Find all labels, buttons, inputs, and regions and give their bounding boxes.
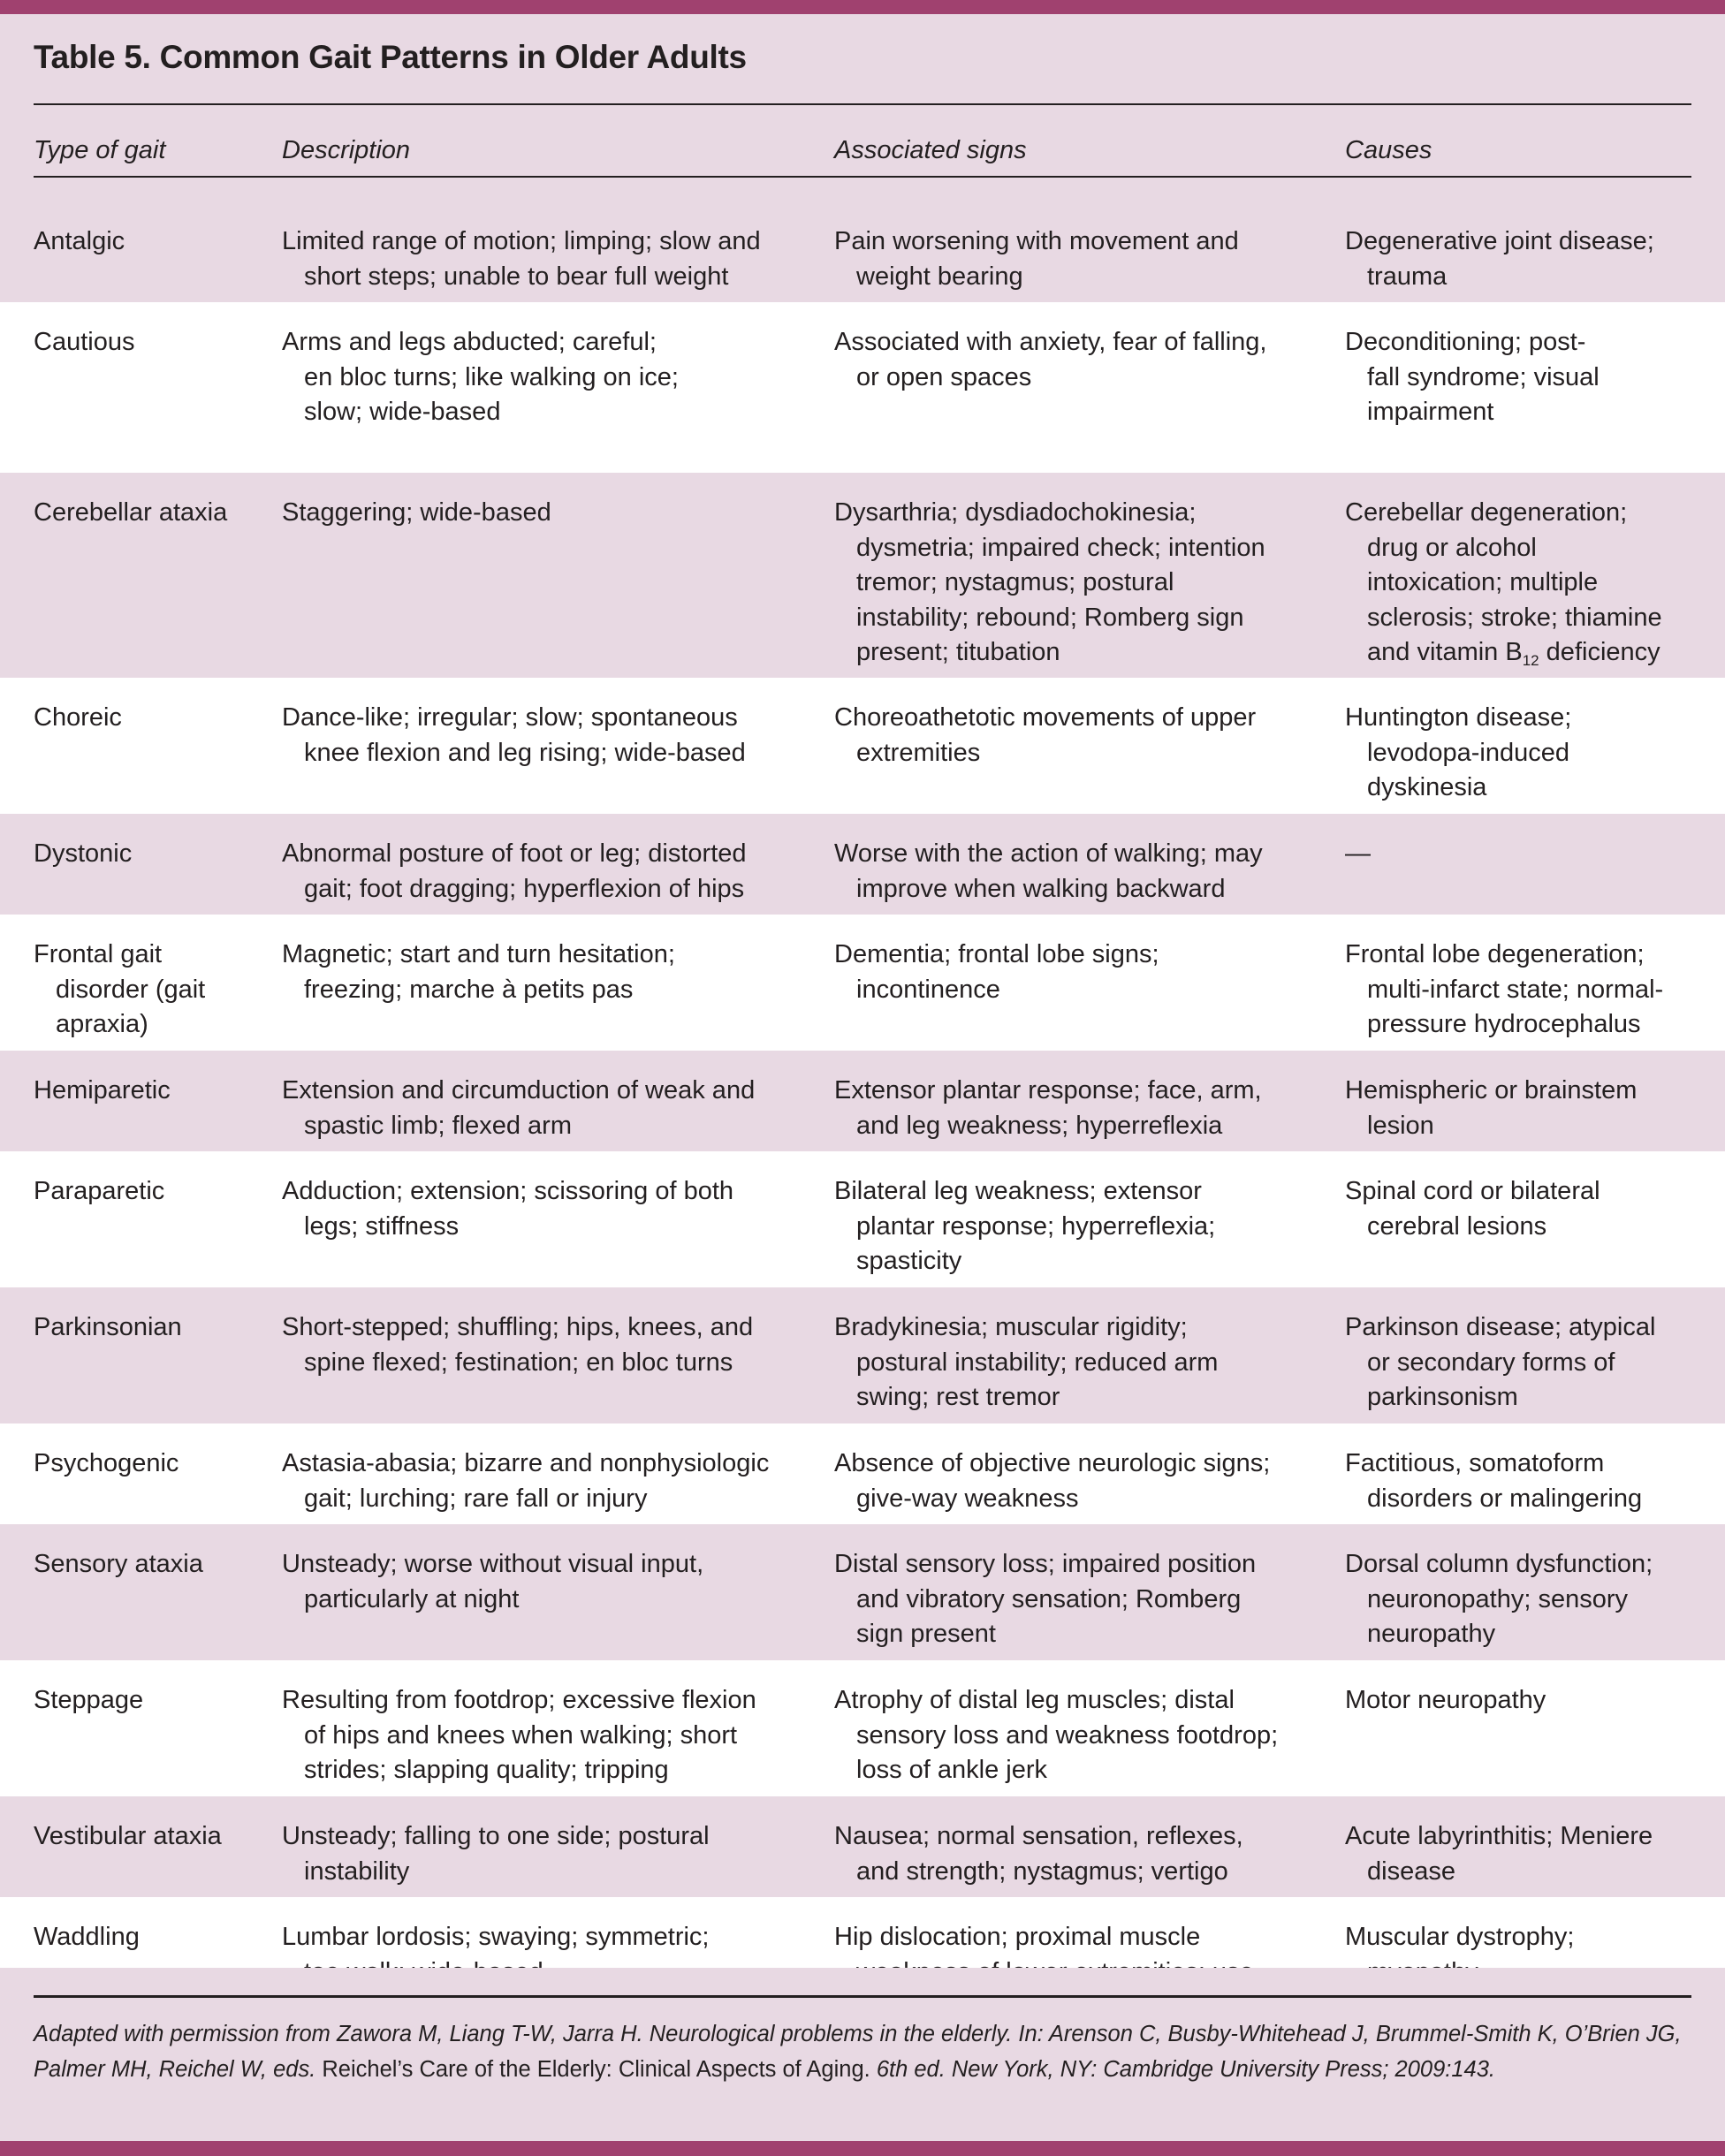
footnote-book-title: Reichel’s Care of the Elderly: Clinical Aspects of Aging. bbox=[322, 2056, 870, 2082]
cell-signs bbox=[834, 938, 1338, 1007]
cell-line: Dysarthria; dysdiadochokinesia; bbox=[834, 498, 1197, 527]
cell-line: Cerebellar ataxia bbox=[34, 498, 228, 527]
cell-line: Steppage bbox=[34, 1686, 144, 1714]
cell-line: levodopa-induced bbox=[1367, 738, 1569, 767]
cell-signs bbox=[834, 1174, 1338, 1279]
cell-line: spine flexed; festination; en bloc turns bbox=[304, 1348, 733, 1377]
cell-causes bbox=[1345, 1819, 1716, 1889]
footnote-publication: 6th ed. New York, NY: Cambridge University Press; 2009:143. bbox=[870, 2056, 1495, 2082]
cell-description bbox=[282, 1547, 825, 1617]
cell-description bbox=[282, 1446, 825, 1516]
cell-description bbox=[282, 496, 825, 531]
column-header-type: Type of gait bbox=[34, 136, 166, 164]
cell-line: Psychogenic bbox=[34, 1449, 179, 1477]
cell-line: Cerebellar degeneration; bbox=[1345, 498, 1628, 527]
table-row bbox=[0, 1423, 1725, 1524]
cell-line: Absence of objective neurologic signs; bbox=[834, 1449, 1271, 1477]
cell-description bbox=[282, 325, 825, 430]
cell-line: parkinsonism bbox=[1367, 1383, 1518, 1411]
cell-line: particularly at night bbox=[304, 1584, 520, 1613]
cell-line: and strength; nystagmus; vertigo bbox=[856, 1856, 1228, 1886]
cell-line: Lumbar lordosis; swaying; symmetric; bbox=[282, 1923, 710, 1951]
cell-type bbox=[34, 325, 272, 361]
cell-description bbox=[282, 701, 825, 771]
cell-signs bbox=[834, 1819, 1338, 1889]
cell-causes bbox=[1345, 701, 1716, 806]
cell-line: spastic limb; flexed arm bbox=[304, 1111, 572, 1140]
cell-line: Antalgic bbox=[34, 227, 125, 255]
cell-line: disorders or malingering bbox=[1367, 1484, 1643, 1513]
table-row bbox=[0, 302, 1725, 473]
table-row bbox=[0, 473, 1725, 678]
cell-line: disorder (gait bbox=[56, 975, 206, 1004]
table-row bbox=[0, 1796, 1725, 1897]
cell-line-tail: deficiency bbox=[1539, 638, 1660, 666]
cell-line: Degenerative joint disease; bbox=[1345, 227, 1654, 255]
cell-signs bbox=[834, 1547, 1338, 1652]
cell-line: and vitamin $B_{12}$ deficiency bbox=[1367, 638, 1660, 669]
cell-line: Unsteady; worse without visual input, bbox=[282, 1550, 704, 1578]
cell-line: gait; foot dragging; hyperflexion of hips bbox=[304, 874, 745, 903]
cell-type bbox=[34, 1310, 272, 1346]
cell-type bbox=[34, 1683, 272, 1719]
cell-type bbox=[34, 1174, 272, 1210]
cell-description bbox=[282, 1310, 825, 1380]
cell-line: tremor; nystagmus; postural bbox=[856, 568, 1174, 596]
cell-line: drug or alcohol bbox=[1367, 533, 1537, 562]
cell-line: and leg weakness; hyperreflexia bbox=[856, 1111, 1223, 1140]
cell-line: Arms and legs abducted; careful; bbox=[282, 328, 657, 356]
cell-line: Bilateral leg weakness; extensor bbox=[834, 1177, 1202, 1205]
cell-line: Short-stepped; shuffling; hips, knees, and bbox=[282, 1313, 754, 1341]
cell-signs bbox=[834, 1683, 1338, 1788]
cell-line: Distal sensory loss; impaired position bbox=[834, 1550, 1257, 1578]
cell-description bbox=[282, 837, 825, 907]
cell-line: impairment bbox=[1367, 398, 1494, 426]
cell-line: sclerosis; stroke; thiamine bbox=[1367, 603, 1662, 632]
cell-type bbox=[34, 496, 272, 531]
cell-line: Spinal cord or bilateral bbox=[1345, 1177, 1600, 1205]
cell-line: Unsteady; falling to one side; postural bbox=[282, 1822, 710, 1850]
cell-line: Magnetic; start and turn hesitation; bbox=[282, 940, 675, 968]
cell-description bbox=[282, 938, 825, 1007]
cell-line: Choreoathetotic movements of upper bbox=[834, 703, 1257, 732]
cell-signs bbox=[834, 325, 1338, 395]
cell-description bbox=[282, 1819, 825, 1889]
table-row bbox=[0, 814, 1725, 915]
cell-line: Huntington disease; bbox=[1345, 703, 1572, 732]
cell-type bbox=[34, 1819, 272, 1855]
cell-description bbox=[282, 1074, 825, 1143]
cell-causes bbox=[1345, 1547, 1716, 1652]
cell-line: Acute labyrinthitis; Meniere bbox=[1345, 1822, 1653, 1850]
cell-line: Staggering; wide-based bbox=[282, 498, 551, 527]
cell-type bbox=[34, 837, 272, 872]
cell-line: Limited range of motion; limping; slow and bbox=[282, 227, 761, 255]
cell-line: lesion bbox=[1367, 1111, 1434, 1140]
cell-line: strides; slapping quality; tripping bbox=[304, 1756, 669, 1784]
column-header-signs: Associated signs bbox=[834, 136, 1027, 164]
cell-line: loss of ankle jerk bbox=[856, 1756, 1047, 1784]
cell-type bbox=[34, 1920, 272, 1955]
cell-causes bbox=[1345, 938, 1716, 1043]
cell-line: Hemispheric or brainstem bbox=[1345, 1076, 1638, 1105]
cell-type bbox=[34, 938, 272, 1043]
cell-causes bbox=[1345, 1074, 1716, 1143]
cell-line: — bbox=[1345, 839, 1371, 868]
cell-description bbox=[282, 1174, 825, 1244]
cell-line: Frontal lobe degeneration; bbox=[1345, 940, 1645, 968]
cell-line: neuronopathy; sensory bbox=[1367, 1584, 1629, 1613]
cell-line: swing; rest tremor bbox=[856, 1383, 1060, 1411]
cell-line: Abnormal posture of foot or leg; distorted bbox=[282, 839, 747, 868]
cell-line: of hips and knees when walking; short bbox=[304, 1720, 738, 1750]
cell-line: Muscular dystrophy; bbox=[1345, 1923, 1575, 1951]
cell-causes bbox=[1345, 1174, 1716, 1244]
cell-type bbox=[34, 701, 272, 736]
cell-type bbox=[34, 1074, 272, 1109]
table-row bbox=[0, 1051, 1725, 1151]
cell-line: Waddling bbox=[34, 1923, 140, 1951]
cell-line: weight bearing bbox=[856, 262, 1023, 291]
cell-line: give-way weakness bbox=[856, 1484, 1079, 1513]
cell-line: dyskinesia bbox=[1367, 773, 1487, 801]
cell-line: Worse with the action of walking; may bbox=[834, 839, 1263, 868]
cell-causes bbox=[1345, 325, 1716, 430]
cell-line: improve when walking backward bbox=[856, 874, 1226, 903]
cell-line: or open spaces bbox=[856, 362, 1032, 391]
table-row bbox=[0, 1524, 1725, 1660]
cell-line: plantar response; hyperreflexia; bbox=[856, 1211, 1216, 1241]
cell-line: slow; wide-based bbox=[304, 398, 501, 426]
cell-signs bbox=[834, 496, 1338, 671]
cell-line: dysmetria; impaired check; intention bbox=[856, 533, 1265, 562]
column-header-description: Description bbox=[282, 136, 411, 164]
cell-line: Dystonic bbox=[34, 839, 133, 868]
cell-line: Motor neuropathy bbox=[1345, 1686, 1546, 1714]
subscript: 12 bbox=[1522, 652, 1539, 669]
cell-line: neuropathy bbox=[1367, 1620, 1496, 1648]
footnote-citation: Adapted with permission from Zawora M, Liang T-W, Jarra H. Neurological problems in the elderly. In: Arenson C, Busby-Whitehead J, Brummel-Smith K, O’Brien JG, Palmer MH, Reichel W, eds. bbox=[34, 2022, 1682, 2082]
title-rule bbox=[34, 103, 1691, 105]
cell-causes bbox=[1345, 224, 1716, 294]
cell-line: en bloc turns; like walking on ice; bbox=[304, 362, 679, 391]
cell-line: Deconditioning; post- bbox=[1345, 328, 1586, 356]
cell-line: present; titubation bbox=[856, 638, 1060, 666]
cell-line: Frontal gait bbox=[34, 940, 163, 968]
cell-description bbox=[282, 224, 825, 294]
cell-line: knee flexion and leg rising; wide-based bbox=[304, 738, 746, 767]
cell-line: Dorsal column dysfunction; bbox=[1345, 1550, 1653, 1578]
cell-line: Hemiparetic bbox=[34, 1076, 171, 1105]
cell-signs bbox=[834, 837, 1338, 907]
table-row bbox=[0, 1287, 1725, 1423]
cell-causes bbox=[1345, 837, 1716, 872]
cell-line: and vibratory sensation; Romberg bbox=[856, 1584, 1242, 1613]
header-rule bbox=[34, 176, 1691, 178]
cell-line: pressure hydrocephalus bbox=[1367, 1010, 1641, 1038]
cell-signs bbox=[834, 701, 1338, 771]
cell-line: extremities bbox=[856, 738, 981, 767]
cell-line: Adduction; extension; scissoring of both bbox=[282, 1177, 734, 1205]
table-row bbox=[0, 1660, 1725, 1796]
cell-signs bbox=[834, 1074, 1338, 1143]
table-row bbox=[0, 201, 1725, 302]
cell-line: Parkinson disease; atypical bbox=[1345, 1313, 1656, 1341]
cell-line: Paraparetic bbox=[34, 1177, 165, 1205]
source-footnote bbox=[34, 2017, 1695, 2087]
cell-line: instability; rebound; Romberg sign bbox=[856, 603, 1244, 632]
cell-line: Resulting from footdrop; excessive flexion bbox=[282, 1686, 756, 1714]
cell-line: freezing; marche à petits pas bbox=[304, 975, 634, 1004]
cell-type bbox=[34, 1446, 272, 1482]
cell-line: Nausea; normal sensation, reflexes, bbox=[834, 1822, 1243, 1850]
table-row bbox=[0, 1151, 1725, 1287]
cell-signs bbox=[834, 224, 1338, 294]
cell-line: Atrophy of distal leg muscles; distal bbox=[834, 1686, 1235, 1714]
cell-line: postural instability; reduced arm bbox=[856, 1348, 1219, 1377]
top-accent-bar bbox=[0, 0, 1725, 14]
cell-line: trauma bbox=[1367, 262, 1448, 291]
cell-description bbox=[282, 1683, 825, 1788]
table-row bbox=[0, 915, 1725, 1051]
cell-line: instability bbox=[304, 1856, 410, 1886]
cell-line: intoxication; multiple bbox=[1367, 568, 1599, 596]
cell-line: Choreic bbox=[34, 703, 122, 732]
cell-line: Vestibular ataxia bbox=[34, 1822, 222, 1850]
cell-line: apraxia) bbox=[56, 1010, 148, 1038]
cell-causes bbox=[1345, 1310, 1716, 1416]
cell-line: Bradykinesia; muscular rigidity; bbox=[834, 1313, 1188, 1341]
cell-line: legs; stiffness bbox=[304, 1211, 460, 1241]
cell-line: Parkinsonian bbox=[34, 1313, 182, 1341]
cell-line: Hip dislocation; proximal muscle bbox=[834, 1923, 1201, 1951]
cell-line: Sensory ataxia bbox=[34, 1550, 203, 1578]
cell-line: Astasia-abasia; bizarre and nonphysiologic bbox=[282, 1449, 770, 1477]
cell-line: short steps; unable to bear full weight bbox=[304, 262, 729, 291]
cell-line: sensory loss and weakness footdrop; bbox=[856, 1720, 1279, 1750]
cell-line: or secondary forms of bbox=[1367, 1348, 1615, 1377]
cell-line: disease bbox=[1367, 1856, 1455, 1886]
table-title: Table 5. Common Gait Patterns in Older Adults bbox=[34, 39, 747, 75]
cell-line: Factitious, somatoform bbox=[1345, 1449, 1605, 1477]
cell-line: Dementia; frontal lobe signs; bbox=[834, 940, 1159, 968]
cell-causes bbox=[1345, 1446, 1716, 1516]
cell-line: multi-infarct state; normal- bbox=[1367, 975, 1664, 1004]
cell-causes bbox=[1345, 496, 1716, 671]
column-header-causes: Causes bbox=[1345, 136, 1432, 164]
cell-line: Associated with anxiety, fear of falling, bbox=[834, 328, 1267, 356]
cell-causes bbox=[1345, 1683, 1716, 1719]
cell-line: gait; lurching; rare fall or injury bbox=[304, 1484, 648, 1513]
footer-rule bbox=[34, 1995, 1691, 1998]
cell-line: Extensor plantar response; face, arm, bbox=[834, 1076, 1262, 1105]
table-body bbox=[0, 201, 1725, 2056]
cell-line: cerebral lesions bbox=[1367, 1211, 1547, 1241]
table-row bbox=[0, 678, 1725, 814]
cell-line: Extension and circumduction of weak and bbox=[282, 1076, 756, 1105]
cell-signs bbox=[834, 1446, 1338, 1516]
cell-signs bbox=[834, 1310, 1338, 1416]
cell-line: incontinence bbox=[856, 975, 1000, 1004]
cell-type bbox=[34, 224, 272, 260]
cell-line: Cautious bbox=[34, 328, 135, 356]
cell-line: Dance-like; irregular; slow; spontaneous bbox=[282, 703, 738, 732]
bottom-accent-bar bbox=[0, 2141, 1725, 2156]
cell-line: sign present bbox=[856, 1620, 996, 1648]
cell-line: Pain worsening with movement and bbox=[834, 227, 1239, 255]
cell-line: spasticity bbox=[856, 1247, 962, 1275]
cell-type bbox=[34, 1547, 272, 1583]
cell-line: fall syndrome; visual bbox=[1367, 362, 1600, 391]
